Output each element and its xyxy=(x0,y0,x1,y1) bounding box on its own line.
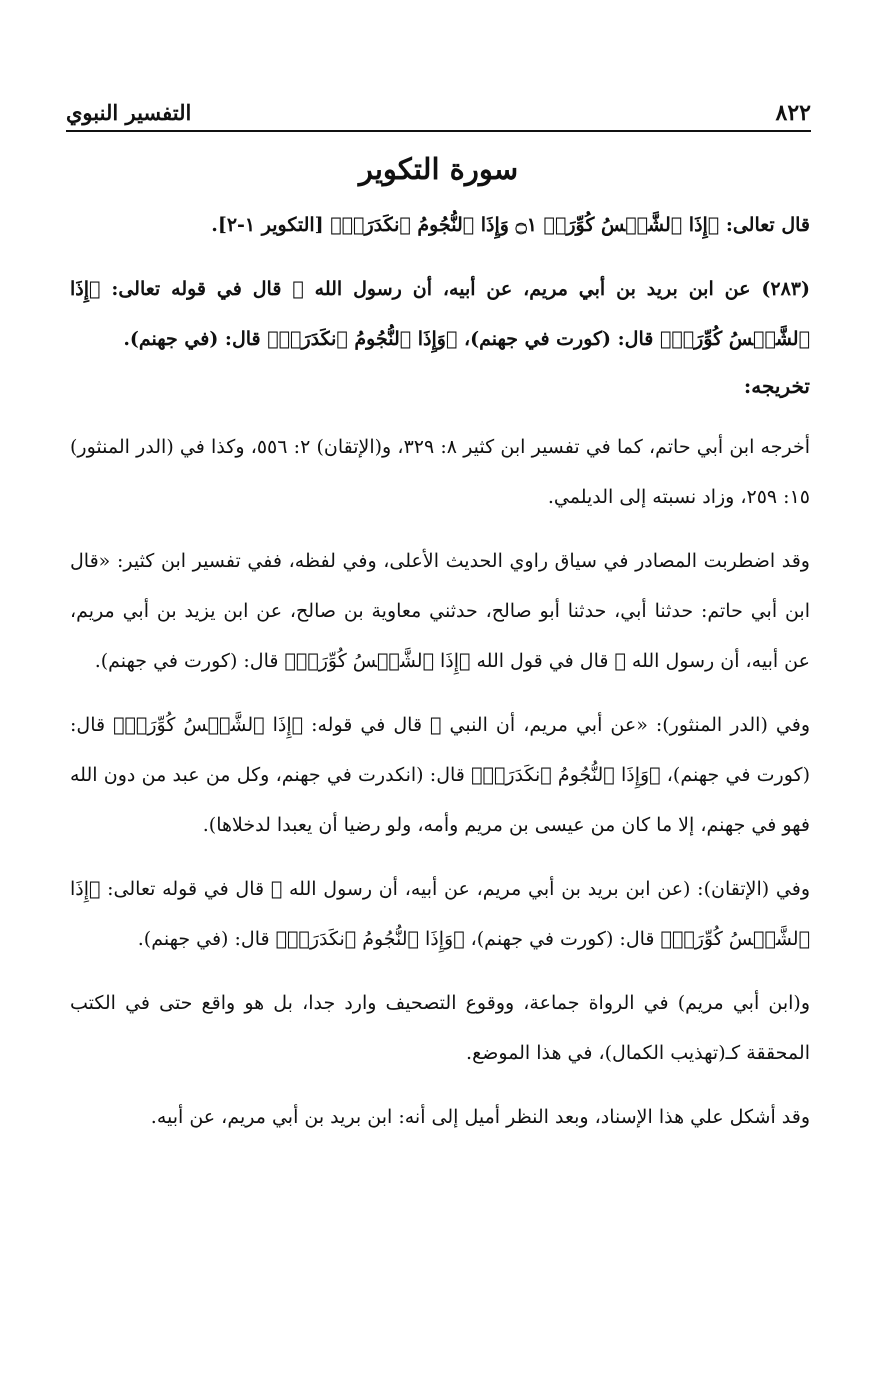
durr-manthur-paragraph: وفي (الدر المنثور): «عن أبي مريم، أن النبي ﷺ قال في قوله: ﴿إِذَا ٱلشَّمۡسُ كُوِّرَتۡ﴾ قال: (كورت في جهنم)، ﴿وَإِذَا ٱلنُّجُومُ ٱنكَدَرَتۡ﴾ قال: (انكدرت في جهنم، وكل من عبد من دون الله فهو في جهنم، إلا ما كان من عيسى بن مريم وأمه، ولو رضيا أن يعبدا لدخلاها). xyxy=(70,714,810,836)
takhrij-paragraph: أخرجه ابن أبي حاتم، كما في تفسير ابن كثير ٨: ٣٢٩، و(الإتقان) ٢: ٥٥٦، وكذا في (الدر المنثور) ١٥: ٢٥٩، وزاد نسبته إلى الديلمي. xyxy=(70,436,810,508)
narrators-paragraph: و(ابن أبي مريم) في الرواة جماعة، ووقوع التصحيف وارد جدا، بل هو واقع حتى في الكتب المحققة كـ(تهذيب الكمال)، في هذا الموضع. xyxy=(70,992,810,1064)
sources-paragraph: وقد اضطربت المصادر في سياق راوي الحديث الأعلى، وفي لفظه، ففي تفسير ابن كثير: «قال ابن أبي حاتم: حدثنا أبي، حدثنا أبو صالح، حدثني معاوية بن صالح، عن ابن يزيد بن أبي مريم، عن أبيه، أن رسول الله ﷺ قال في قول الله ﴿إِذَا ٱلشَّمۡسُ كُوِّرَتۡ﴾ قال: (كورت في جهنم). xyxy=(70,550,810,672)
surah-title: سورة التكوير xyxy=(358,152,519,186)
page-header xyxy=(66,100,811,132)
quran-verse-paragraph: قال تعالى: ﴿إِذَا ٱلشَّمۡسُ كُوِّرَتۡ ۝١ وَإِذَا ٱلنُّجُومُ ٱنكَدَرَتۡ﴾ [التكوير ١-٢]. xyxy=(211,214,810,236)
running-title: التفسير النبوي xyxy=(66,100,192,125)
conclusion-paragraph: وقد أشكل علي هذا الإسناد، وبعد النظر أميل إلى أنه: ابن بريد بن أبي مريم، عن أبيه. xyxy=(150,1106,810,1128)
header-divider xyxy=(66,130,811,132)
takhrij-heading: تخريجه: xyxy=(743,374,810,398)
hadith-paragraph: (٢٨٣) عن ابن بريد بن أبي مريم، عن أبيه، أن رسول الله ﷺ قال في قوله تعالى: ﴿إِذَا ٱلشَّمۡسُ كُوِّرَتۡ﴾ قال: (كورت في جهنم)، ﴿وَإِذَا ٱلنُّجُومُ ٱنكَدَرَتۡ﴾ قال: (في جهنم). xyxy=(70,278,810,350)
page-number: ٨٢٢ xyxy=(775,100,811,126)
body-text xyxy=(70,200,810,1156)
itqan-paragraph: وفي (الإتقان): (عن ابن بريد بن أبي مريم، عن أبيه، أن رسول الله ﷺ قال في قوله تعالى: ﴿إِذَا ٱلشَّمۡسُ كُوِّرَتۡ﴾ قال: (كورت في جهنم)، ﴿وَإِذَا ٱلنُّجُومُ ٱنكَدَرَتۡ﴾ قال: (في جهنم). xyxy=(70,878,810,950)
